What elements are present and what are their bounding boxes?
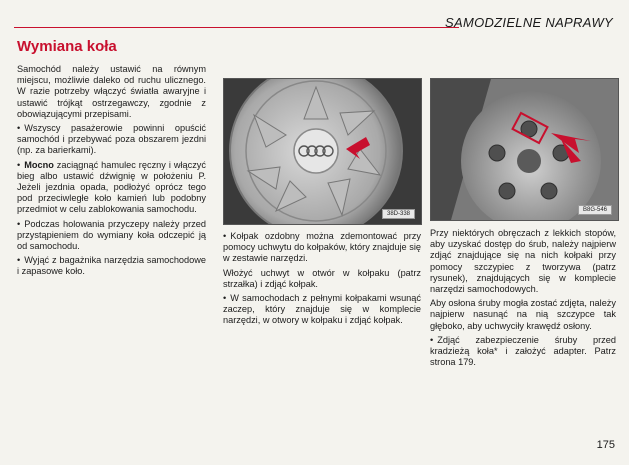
bullet-paragraph: • Kołpak ozdobny można zdemontować przy pomocy uchwytu do kołpaków, który znajduje się w zestawie narzędzi.	[223, 231, 421, 265]
bullet-paragraph: • Wyjąć z bagażnika narzędzia samochodowe i zapasowe koło.	[17, 255, 206, 277]
wheel-cover-photo	[224, 79, 421, 224]
text-column-2	[223, 231, 421, 330]
bolt-cap-photo	[431, 79, 618, 220]
bullet-paragraph: • Podczas holowania przyczepy należy przed przystąpieniem do wymiany koła odczepić ją od samochodu.	[17, 219, 206, 253]
header-rule	[14, 27, 459, 28]
text-column-1	[17, 64, 206, 281]
figure-code: B8G-546	[578, 205, 612, 215]
emphasis: Mocno	[24, 159, 54, 170]
figure-code: 38D-338	[382, 209, 415, 219]
bullet-paragraph: • Mocno zaciągnąć hamulec ręczny i włączyć bieg albo ustawić dźwignię w położeniu P. Jeżeli jezdnia opada, podłożyć oprócz tego pod przeciwległe koło kamień lub podobny przedmiot w celu zablokowania samochodu.	[17, 160, 206, 216]
bullet-paragraph: • Wszyscy pasażerowie powinni opuścić samochód i przebywać poza obszarem jezdni (np. za barierkami).	[17, 123, 206, 157]
paragraph: Włożyć uchwyt w otwór w kołpaku (patrz strzałka) i zdjąć kołpak.	[223, 267, 421, 289]
figure-wheel-cover	[223, 78, 422, 225]
paragraph: Samochód należy ustawić na równym miejscu, możliwie daleko od ruchu ulicznego. W razie potrzeby włączyć światła awaryjne i ustawić trójkąt ostrzegawczy, zgodnie z obowiązującymi przepisami.	[17, 64, 206, 119]
page-number: 175	[596, 439, 615, 451]
section-title: SAMODZIELNE NAPRAWY	[445, 15, 613, 30]
page-heading: Wymiana koła	[17, 38, 117, 55]
bullet-paragraph: • W samochodach z pełnymi kołpakami wsunąć zaczep, który znajduje się w komplecie narzędzi, w otwory w kołpaku i zdjąć kołpak.	[223, 293, 421, 327]
paragraph: Aby osłona śruby mogła zostać zdjęta, należy najpierw nasunąć na nią szczypce tak głęboko, aby uchwyciły krawędź osłony.	[430, 298, 616, 331]
text-column-3	[430, 228, 616, 371]
paragraph: Przy niektórych obręczach z lekkich stopów, aby uzyskać dostęp do śrub, należy najpierw zdjąć znajdujące się na nich kołpaki przy pomocy szczypiec z tworzywa (patrz rysunek), znajdujących się w komplecie narzędzi samochodowych.	[430, 228, 616, 295]
figure-bolt-cap	[430, 78, 619, 221]
bullet-paragraph: • Zdjąć zabezpieczenie śruby przed kradzieżą koła* i założyć adapter. Patrz strona 179.	[430, 335, 616, 369]
